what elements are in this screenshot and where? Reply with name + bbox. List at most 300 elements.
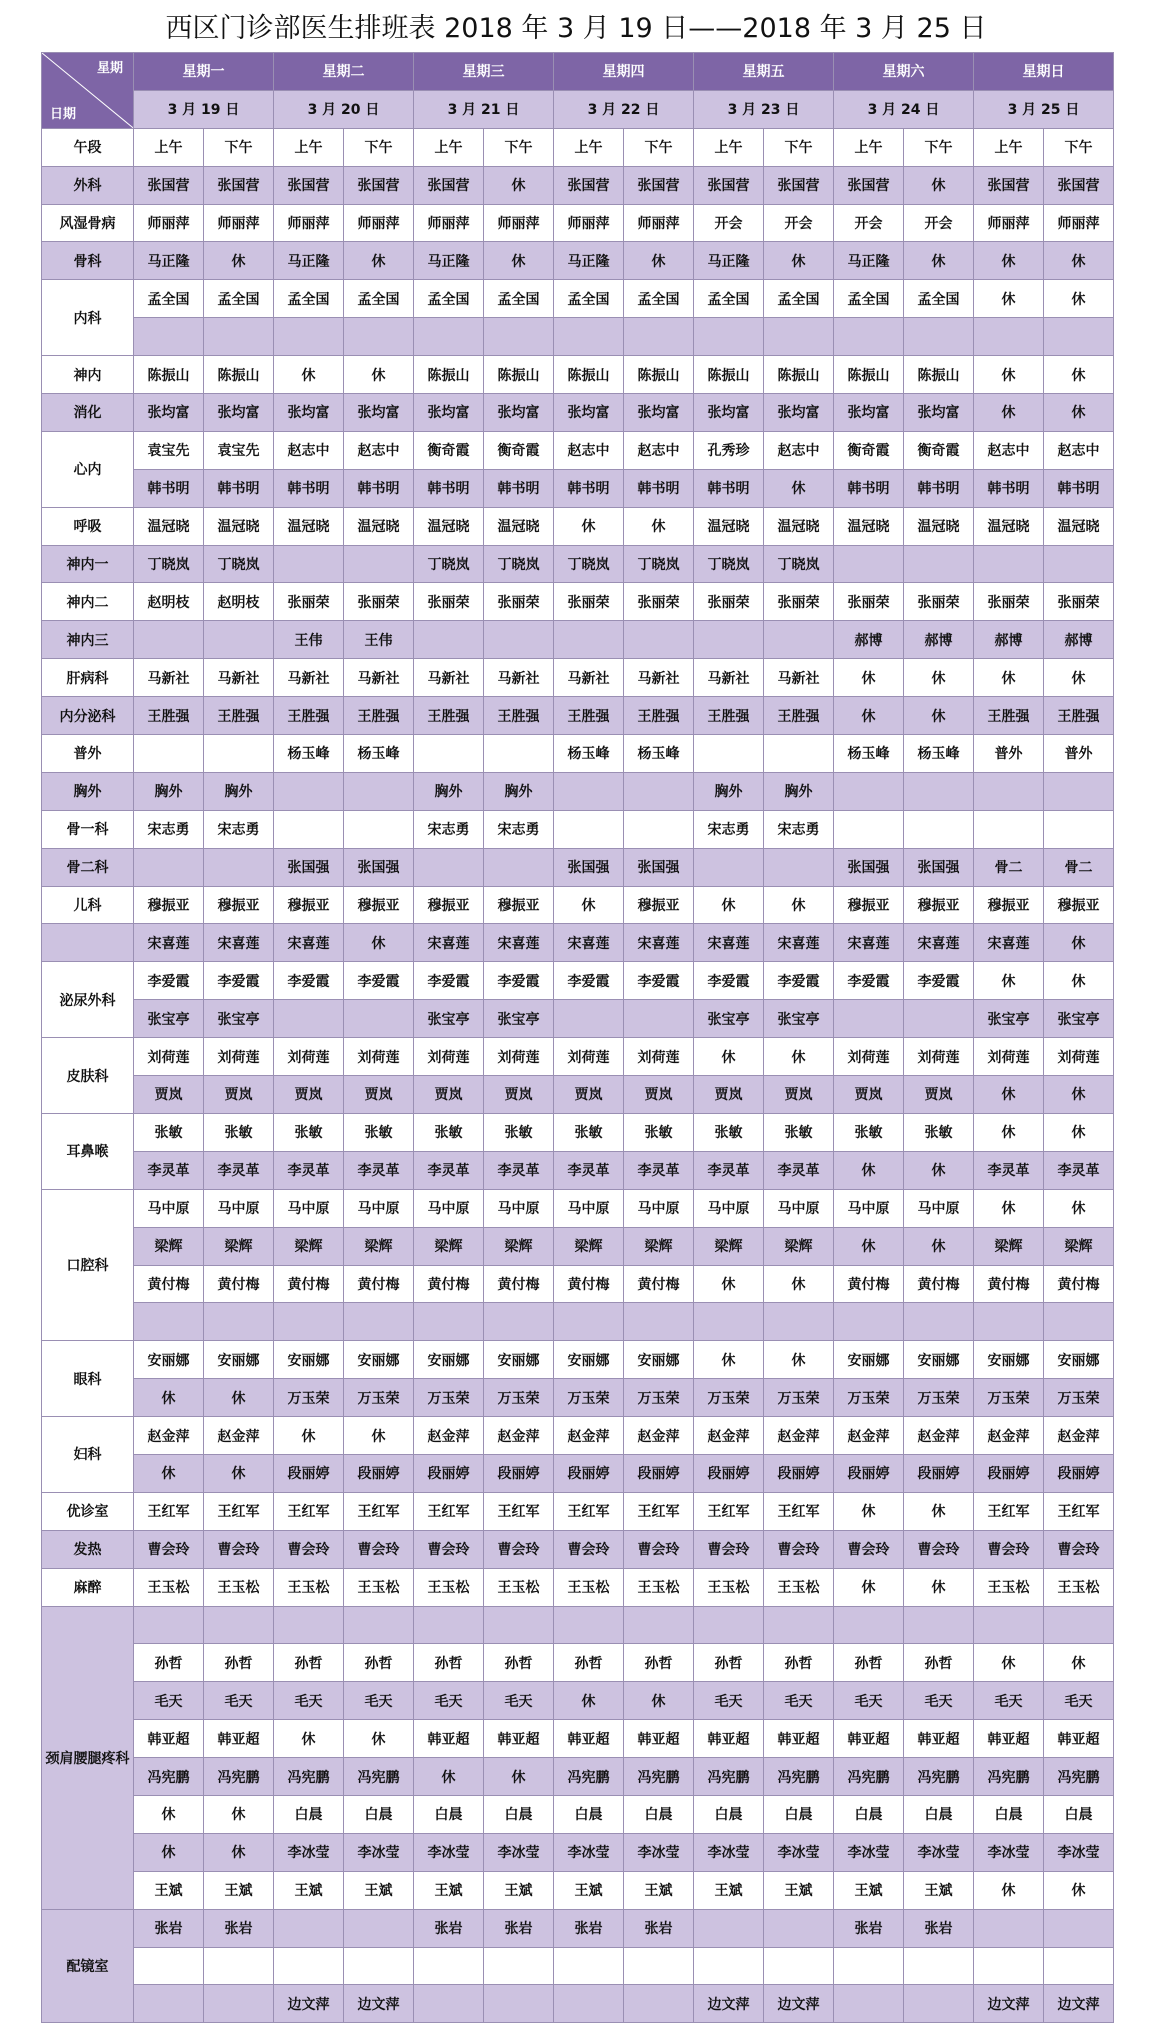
schedule-cell: 赵志中 xyxy=(764,431,834,469)
schedule-cell: 王红军 xyxy=(274,1492,344,1530)
schedule-cell: 韩亚超 xyxy=(834,1720,904,1758)
schedule-cell: 张敏 xyxy=(134,1113,204,1151)
schedule-cell: 万玉荣 xyxy=(1044,1379,1114,1417)
schedule-cell: 李冰莹 xyxy=(484,1833,554,1871)
schedule-cell xyxy=(554,1985,624,2023)
schedule-cell xyxy=(344,318,414,356)
schedule-cell: 宋喜莲 xyxy=(484,924,554,962)
schedule-cell: 韩书明 xyxy=(484,469,554,507)
schedule-cell: 宋喜莲 xyxy=(554,924,624,962)
schedule-cell: 孙哲 xyxy=(624,1644,694,1682)
schedule-cell: 曹会玲 xyxy=(414,1530,484,1568)
table-row xyxy=(42,1492,1114,1530)
schedule-cell xyxy=(1044,318,1114,356)
schedule-cell: 王伟 xyxy=(274,621,344,659)
schedule-cell: 马正隆 xyxy=(414,242,484,280)
table-row xyxy=(42,1644,1114,1682)
schedule-cell xyxy=(834,810,904,848)
schedule-cell xyxy=(764,848,834,886)
schedule-cell: 王红军 xyxy=(414,1492,484,1530)
schedule-cell: 马正隆 xyxy=(554,242,624,280)
schedule-cell: 张国营 xyxy=(834,166,904,204)
schedule-cell xyxy=(344,1909,414,1947)
schedule-cell xyxy=(484,1303,554,1341)
schedule-cell: 赵志中 xyxy=(974,431,1044,469)
schedule-cell: 马新社 xyxy=(414,659,484,697)
schedule-cell: 王斌 xyxy=(274,1871,344,1909)
schedule-cell xyxy=(274,1303,344,1341)
schedule-cell: 韩书明 xyxy=(904,469,974,507)
period-header-row xyxy=(42,128,1114,166)
schedule-cell: 休 xyxy=(974,659,1044,697)
schedule-cell: 马新社 xyxy=(694,659,764,697)
schedule-cell: 衡奇霞 xyxy=(414,431,484,469)
schedule-cell: 黄付梅 xyxy=(204,1265,274,1303)
schedule-cell: 梁辉 xyxy=(974,1227,1044,1265)
schedule-cell: 孟全国 xyxy=(834,280,904,318)
schedule-cell: 衡奇霞 xyxy=(484,431,554,469)
schedule-cell: 万玉荣 xyxy=(834,1379,904,1417)
schedule-cell: 冯宪鹏 xyxy=(1044,1758,1114,1796)
schedule-cell xyxy=(204,1606,274,1644)
schedule-cell xyxy=(834,318,904,356)
schedule-cell: 休 xyxy=(974,1113,1044,1151)
schedule-cell: 马新社 xyxy=(484,659,554,697)
department-cell: 胸外 xyxy=(42,772,134,810)
schedule-cell: 贾岚 xyxy=(764,1076,834,1114)
schedule-cell: 王玉松 xyxy=(204,1568,274,1606)
schedule-cell: 赵金萍 xyxy=(694,1417,764,1455)
schedule-cell: 刘荷莲 xyxy=(274,1038,344,1076)
schedule-cell: 王玉松 xyxy=(764,1568,834,1606)
schedule-cell: 李灵革 xyxy=(274,1151,344,1189)
schedule-cell xyxy=(834,1606,904,1644)
schedule-cell: 丁晓岚 xyxy=(414,545,484,583)
table-row xyxy=(42,1833,1114,1871)
schedule-cell: 马中原 xyxy=(204,1189,274,1227)
schedule-cell xyxy=(764,1909,834,1947)
schedule-cell: 休 xyxy=(204,242,274,280)
schedule-cell: 李冰莹 xyxy=(834,1833,904,1871)
schedule-cell: 王胜强 xyxy=(764,697,834,735)
schedule-cell: 万玉荣 xyxy=(904,1379,974,1417)
table-row xyxy=(42,735,1114,773)
schedule-cell: 王斌 xyxy=(624,1871,694,1909)
schedule-cell xyxy=(974,1303,1044,1341)
schedule-cell: 张岩 xyxy=(904,1909,974,1947)
schedule-cell: 温冠晓 xyxy=(1044,507,1114,545)
table-row xyxy=(42,621,1114,659)
schedule-cell xyxy=(554,318,624,356)
schedule-cell: 王斌 xyxy=(554,1871,624,1909)
schedule-cell: 陈振山 xyxy=(764,356,834,394)
weekday-header-cell: 星期四 xyxy=(554,53,694,91)
schedule-cell: 冯宪鹏 xyxy=(624,1758,694,1796)
schedule-cell: 赵志中 xyxy=(1044,431,1114,469)
schedule-cell: 白晨 xyxy=(554,1795,624,1833)
schedule-cell: 张丽荣 xyxy=(484,583,554,621)
schedule-cell: 冯宪鹏 xyxy=(134,1758,204,1796)
period-cell: 上午 xyxy=(834,128,904,166)
schedule-cell: 张岩 xyxy=(204,1909,274,1947)
schedule-cell: 黄付梅 xyxy=(624,1265,694,1303)
schedule-cell xyxy=(274,1947,344,1985)
schedule-cell: 休 xyxy=(974,1076,1044,1114)
schedule-cell: 张敏 xyxy=(834,1113,904,1151)
schedule-cell: 刘荷莲 xyxy=(1044,1038,1114,1076)
schedule-cell: 赵明枝 xyxy=(134,583,204,621)
schedule-cell xyxy=(554,1606,624,1644)
schedule-cell: 张国强 xyxy=(344,848,414,886)
schedule-cell: 休 xyxy=(554,1682,624,1720)
schedule-cell: 万玉荣 xyxy=(974,1379,1044,1417)
schedule-cell: 李灵革 xyxy=(134,1151,204,1189)
schedule-cell: 胸外 xyxy=(414,772,484,810)
schedule-cell: 休 xyxy=(1044,1871,1114,1909)
schedule-cell: 梁辉 xyxy=(134,1227,204,1265)
schedule-cell: 孙哲 xyxy=(484,1644,554,1682)
schedule-cell: 师丽萍 xyxy=(974,204,1044,242)
schedule-cell: 丁晓岚 xyxy=(204,545,274,583)
schedule-cell: 王胜强 xyxy=(134,697,204,735)
schedule-cell: 孟全国 xyxy=(694,280,764,318)
schedule-cell: 王斌 xyxy=(694,1871,764,1909)
schedule-cell xyxy=(834,1000,904,1038)
schedule-cell xyxy=(554,1000,624,1038)
schedule-cell: 万玉荣 xyxy=(274,1379,344,1417)
schedule-cell: 王红军 xyxy=(694,1492,764,1530)
schedule-cell: 孟全国 xyxy=(134,280,204,318)
schedule-cell: 张敏 xyxy=(554,1113,624,1151)
schedule-cell: 李爱霞 xyxy=(484,962,554,1000)
schedule-cell: 李爱霞 xyxy=(274,962,344,1000)
schedule-cell: 李冰莹 xyxy=(344,1833,414,1871)
schedule-cell: 张岩 xyxy=(834,1909,904,1947)
department-cell: 优诊室 xyxy=(42,1492,134,1530)
schedule-cell: 刘荷莲 xyxy=(414,1038,484,1076)
schedule-cell: 师丽萍 xyxy=(1044,204,1114,242)
schedule-cell: 万玉荣 xyxy=(764,1379,834,1417)
schedule-cell: 曹会玲 xyxy=(694,1530,764,1568)
schedule-cell xyxy=(484,848,554,886)
schedule-cell xyxy=(484,1606,554,1644)
schedule-cell: 赵志中 xyxy=(274,431,344,469)
table-row xyxy=(42,1151,1114,1189)
schedule-cell: 胸外 xyxy=(694,772,764,810)
schedule-cell: 骨二 xyxy=(974,848,1044,886)
schedule-cell xyxy=(344,1606,414,1644)
schedule-cell: 温冠晓 xyxy=(694,507,764,545)
schedule-cell: 张国营 xyxy=(204,166,274,204)
schedule-cell: 休 xyxy=(484,242,554,280)
schedule-cell xyxy=(134,1985,204,2023)
schedule-cell: 温冠晓 xyxy=(764,507,834,545)
schedule-cell: 马正隆 xyxy=(274,242,344,280)
schedule-cell: 骨二 xyxy=(1044,848,1114,886)
schedule-cell xyxy=(974,810,1044,848)
schedule-cell xyxy=(974,1947,1044,1985)
schedule-cell: 张岩 xyxy=(554,1909,624,1947)
schedule-cell: 王玉松 xyxy=(484,1568,554,1606)
schedule-cell: 王红军 xyxy=(134,1492,204,1530)
department-cell: 妇科 xyxy=(42,1417,134,1493)
schedule-cell xyxy=(764,1303,834,1341)
schedule-cell: 休 xyxy=(694,1265,764,1303)
schedule-cell: 宋喜莲 xyxy=(274,924,344,962)
schedule-cell: 休 xyxy=(764,1038,834,1076)
schedule-cell: 穆振亚 xyxy=(834,886,904,924)
schedule-cell xyxy=(834,1985,904,2023)
schedule-cell: 梁辉 xyxy=(554,1227,624,1265)
schedule-cell: 张国营 xyxy=(414,166,484,204)
schedule-cell: 李爱霞 xyxy=(764,962,834,1000)
schedule-cell: 孟全国 xyxy=(484,280,554,318)
schedule-cell: 郝博 xyxy=(904,621,974,659)
schedule-cell: 赵金萍 xyxy=(764,1417,834,1455)
schedule-cell xyxy=(624,810,694,848)
schedule-cell: 马中原 xyxy=(344,1189,414,1227)
schedule-cell: 孟全国 xyxy=(204,280,274,318)
schedule-cell xyxy=(414,1303,484,1341)
schedule-cell xyxy=(484,735,554,773)
schedule-cell: 温冠晓 xyxy=(134,507,204,545)
schedule-cell xyxy=(344,772,414,810)
schedule-cell: 张均富 xyxy=(694,394,764,432)
schedule-cell: 梁辉 xyxy=(764,1227,834,1265)
schedule-cell: 张丽荣 xyxy=(694,583,764,621)
schedule-cell: 安丽娜 xyxy=(974,1341,1044,1379)
table-row xyxy=(42,1000,1114,1038)
schedule-cell: 韩亚超 xyxy=(1044,1720,1114,1758)
schedule-cell: 刘荷莲 xyxy=(904,1038,974,1076)
schedule-cell xyxy=(624,1000,694,1038)
schedule-cell: 李爱霞 xyxy=(554,962,624,1000)
schedule-cell: 李灵革 xyxy=(554,1151,624,1189)
schedule-cell: 赵志中 xyxy=(344,431,414,469)
schedule-cell: 段丽婷 xyxy=(484,1454,554,1492)
table-row xyxy=(42,1606,1114,1644)
schedule-cell xyxy=(344,545,414,583)
period-cell: 上午 xyxy=(414,128,484,166)
schedule-cell: 休 xyxy=(274,1720,344,1758)
schedule-cell: 师丽萍 xyxy=(554,204,624,242)
schedule-cell xyxy=(694,735,764,773)
schedule-cell: 休 xyxy=(204,1795,274,1833)
period-label-cell: 午段 xyxy=(42,128,134,166)
schedule-cell: 穆振亚 xyxy=(624,886,694,924)
schedule-cell: 马新社 xyxy=(344,659,414,697)
schedule-cell: 毛天 xyxy=(1044,1682,1114,1720)
schedule-cell xyxy=(974,1606,1044,1644)
schedule-cell xyxy=(624,318,694,356)
schedule-cell: 休 xyxy=(904,1568,974,1606)
schedule-cell: 李冰莹 xyxy=(764,1833,834,1871)
schedule-cell: 温冠晓 xyxy=(904,507,974,545)
schedule-cell: 曹会玲 xyxy=(484,1530,554,1568)
schedule-cell xyxy=(904,810,974,848)
schedule-cell: 王胜强 xyxy=(414,697,484,735)
schedule-cell: 黄付梅 xyxy=(344,1265,414,1303)
schedule-cell xyxy=(624,1606,694,1644)
schedule-cell: 胸外 xyxy=(484,772,554,810)
schedule-cell: 李冰莹 xyxy=(974,1833,1044,1871)
schedule-cell: 韩亚超 xyxy=(694,1720,764,1758)
date-header-cell: 3 月 20 日 xyxy=(274,90,414,128)
page-title: 西区门诊部医生排班表 2018 年 3 月 19 日——2018 年 3 月 25 日 xyxy=(165,13,987,44)
schedule-cell: 王胜强 xyxy=(274,697,344,735)
schedule-cell: 休 xyxy=(414,1758,484,1796)
period-cell: 下午 xyxy=(624,128,694,166)
table-row xyxy=(42,1038,1114,1076)
schedule-cell: 张敏 xyxy=(904,1113,974,1151)
schedule-cell: 张宝亭 xyxy=(694,1000,764,1038)
schedule-cell: 开会 xyxy=(694,204,764,242)
department-cell: 内科 xyxy=(42,280,134,356)
date-header-cell: 3 月 22 日 xyxy=(554,90,694,128)
schedule-cell: 边文萍 xyxy=(974,1985,1044,2023)
table-row xyxy=(42,1568,1114,1606)
schedule-cell: 开会 xyxy=(834,204,904,242)
schedule-cell: 万玉荣 xyxy=(694,1379,764,1417)
schedule-cell: 边文萍 xyxy=(1044,1985,1114,2023)
schedule-cell xyxy=(274,1909,344,1947)
schedule-cell: 张岩 xyxy=(414,1909,484,1947)
schedule-cell: 李灵革 xyxy=(414,1151,484,1189)
schedule-cell xyxy=(974,545,1044,583)
schedule-cell: 曹会玲 xyxy=(274,1530,344,1568)
schedule-cell: 白晨 xyxy=(904,1795,974,1833)
schedule-cell: 休 xyxy=(274,356,344,394)
schedule-cell: 休 xyxy=(344,242,414,280)
schedule-cell xyxy=(204,1985,274,2023)
schedule-cell: 韩书明 xyxy=(974,469,1044,507)
schedule-cell xyxy=(1044,810,1114,848)
schedule-cell: 王红军 xyxy=(344,1492,414,1530)
schedule-cell: 张宝亭 xyxy=(414,1000,484,1038)
schedule-cell: 休 xyxy=(274,1417,344,1455)
schedule-cell: 王胜强 xyxy=(624,697,694,735)
schedule-cell xyxy=(414,848,484,886)
schedule-cell xyxy=(554,1303,624,1341)
schedule-cell: 休 xyxy=(1044,1113,1114,1151)
schedule-cell: 万玉荣 xyxy=(554,1379,624,1417)
weekday-header-cell: 星期一 xyxy=(134,53,274,91)
schedule-cell: 休 xyxy=(904,1492,974,1530)
department-cell: 儿科 xyxy=(42,886,134,924)
schedule-cell: 孔秀珍 xyxy=(694,431,764,469)
schedule-cell: 毛天 xyxy=(904,1682,974,1720)
schedule-cell: 赵金萍 xyxy=(554,1417,624,1455)
schedule-cell: 陈振山 xyxy=(624,356,694,394)
schedule-cell: 李灵革 xyxy=(974,1151,1044,1189)
schedule-cell: 安丽娜 xyxy=(344,1341,414,1379)
schedule-cell: 李爱霞 xyxy=(694,962,764,1000)
schedule-cell: 黄付梅 xyxy=(134,1265,204,1303)
schedule-cell: 马中原 xyxy=(694,1189,764,1227)
schedule-cell: 杨玉峰 xyxy=(904,735,974,773)
schedule-cell: 赵志中 xyxy=(624,431,694,469)
date-header-cell: 3 月 21 日 xyxy=(414,90,554,128)
schedule-cell xyxy=(1044,1909,1114,1947)
schedule-cell xyxy=(204,621,274,659)
schedule-cell: 休 xyxy=(344,1720,414,1758)
table-row xyxy=(42,394,1114,432)
schedule-cell: 王胜强 xyxy=(484,697,554,735)
schedule-cell xyxy=(1044,1947,1114,1985)
schedule-cell xyxy=(414,1947,484,1985)
schedule-cell: 衡奇霞 xyxy=(834,431,904,469)
department-cell: 神内一 xyxy=(42,545,134,583)
department-cell: 神内三 xyxy=(42,621,134,659)
schedule-cell: 王斌 xyxy=(764,1871,834,1909)
schedule-cell: 丁晓岚 xyxy=(694,545,764,583)
schedule-cell: 安丽娜 xyxy=(134,1341,204,1379)
schedule-cell: 梁辉 xyxy=(694,1227,764,1265)
schedule-cell: 张敏 xyxy=(624,1113,694,1151)
schedule-cell: 刘荷莲 xyxy=(134,1038,204,1076)
schedule-cell: 张宝亭 xyxy=(764,1000,834,1038)
schedule-cell: 穆振亚 xyxy=(974,886,1044,924)
schedule-cell: 丁晓岚 xyxy=(134,545,204,583)
schedule-cell: 休 xyxy=(904,166,974,204)
department-cell: 风湿骨病 xyxy=(42,204,134,242)
schedule-cell: 王红军 xyxy=(974,1492,1044,1530)
schedule-cell xyxy=(974,318,1044,356)
period-cell: 下午 xyxy=(344,128,414,166)
schedule-cell: 李灵革 xyxy=(694,1151,764,1189)
schedule-cell xyxy=(134,735,204,773)
schedule-cell xyxy=(344,810,414,848)
department-cell: 心内 xyxy=(42,431,134,507)
schedule-cell: 曹会玲 xyxy=(554,1530,624,1568)
schedule-cell: 冯宪鹏 xyxy=(974,1758,1044,1796)
schedule-cell: 休 xyxy=(204,1379,274,1417)
schedule-cell: 袁宝先 xyxy=(134,431,204,469)
schedule-cell: 宋喜莲 xyxy=(834,924,904,962)
schedule-cell: 丁晓岚 xyxy=(554,545,624,583)
department-cell: 麻醉 xyxy=(42,1568,134,1606)
schedule-cell: 赵金萍 xyxy=(974,1417,1044,1455)
schedule-cell: 段丽婷 xyxy=(764,1454,834,1492)
schedule-cell: 韩亚超 xyxy=(554,1720,624,1758)
department-cell: 外科 xyxy=(42,166,134,204)
schedule-cell xyxy=(1044,772,1114,810)
schedule-cell: 毛天 xyxy=(344,1682,414,1720)
schedule-cell xyxy=(414,318,484,356)
schedule-cell: 王玉松 xyxy=(1044,1568,1114,1606)
schedule-cell: 李冰莹 xyxy=(904,1833,974,1871)
date-header-cell: 3 月 19 日 xyxy=(134,90,274,128)
schedule-cell: 宋喜莲 xyxy=(694,924,764,962)
schedule-cell: 韩亚超 xyxy=(764,1720,834,1758)
schedule-cell xyxy=(414,1606,484,1644)
schedule-cell: 孙哲 xyxy=(414,1644,484,1682)
schedule-cell: 段丽婷 xyxy=(974,1454,1044,1492)
schedule-cell: 温冠晓 xyxy=(414,507,484,545)
schedule-cell: 梁辉 xyxy=(414,1227,484,1265)
schedule-cell xyxy=(974,1909,1044,1947)
table-row xyxy=(42,697,1114,735)
schedule-cell: 马正隆 xyxy=(694,242,764,280)
schedule-cell xyxy=(904,1303,974,1341)
schedule-cell: 张国营 xyxy=(974,166,1044,204)
schedule-cell xyxy=(764,1606,834,1644)
schedule-cell xyxy=(694,318,764,356)
schedule-cell xyxy=(694,1947,764,1985)
schedule-cell: 张国营 xyxy=(1044,166,1114,204)
schedule-cell: 休 xyxy=(974,1871,1044,1909)
department-cell: 消化 xyxy=(42,394,134,432)
